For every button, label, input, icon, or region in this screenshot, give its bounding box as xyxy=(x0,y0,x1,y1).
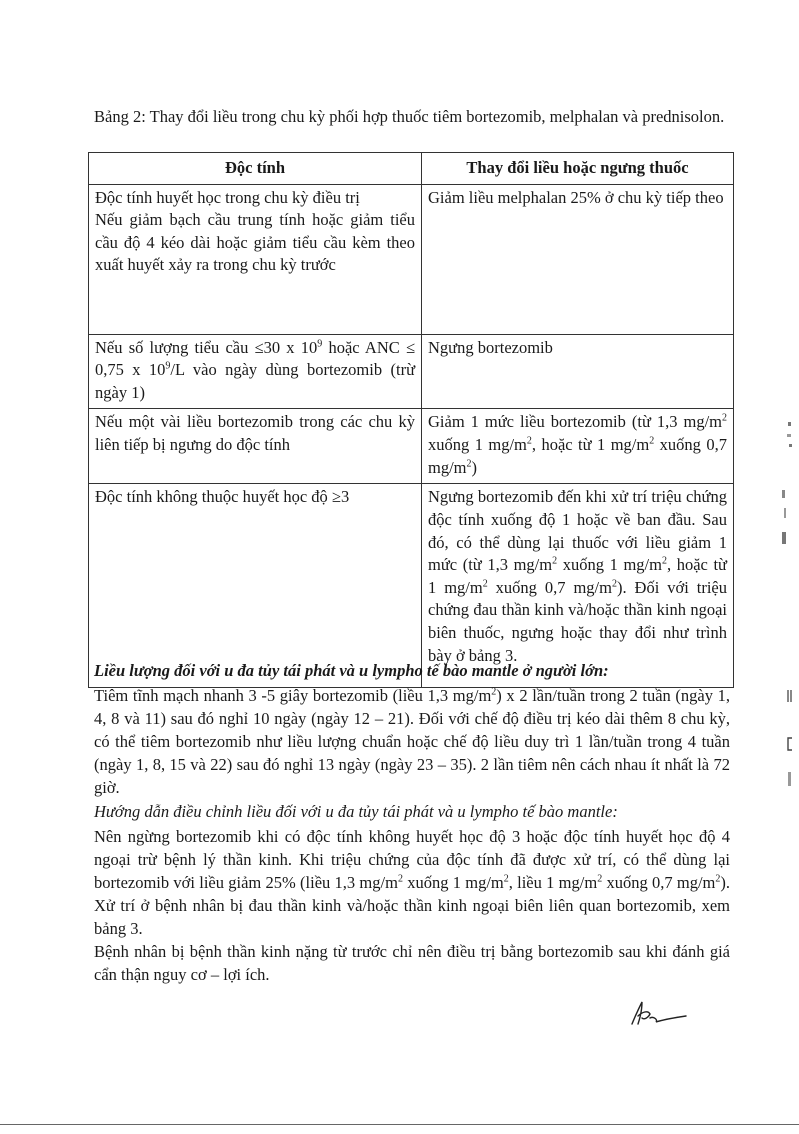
section-heading-adjustment: Hướng dẫn điều chỉnh liều đối với u đa tủy tái phát và u lympho tế bào mantle: xyxy=(94,802,618,821)
table-row xyxy=(89,184,734,334)
table-row xyxy=(89,484,734,688)
toxicity-cell xyxy=(89,184,422,334)
toxicity-cell: Nếu một vài liều bortezomib trong các chu kỳ liên tiếp bị ngưng do độc tính xyxy=(89,409,422,484)
table-row xyxy=(89,409,734,484)
paragraph-adjustment: Nên ngừng bortezomib khi có độc tính không huyết học độ 3 hoặc độc tính huyết học độ 4 ngoại trừ bệnh lý thần kinh. Khi triệu chứng của độc tính đã được xử trí, có thể dùng lại bortezomib với liều giảm 25% (liều 1,3 $mg/m^2$ xuống 1 $mg/m^2$, liều 1 $mg/m^2$ xuống 0,7 $mg/m^2$). Xử trí ở bệnh nhân bị đau thần kinh và/hoặc thần kinh ngoại biên liên quan bortezomib, xem bảng 3. xyxy=(94,827,730,938)
scan-edge-mark xyxy=(778,488,792,551)
header-dose-change: Thay đổi liều hoặc ngưng thuốc xyxy=(422,153,734,185)
toxicity-text: Nếu giảm bạch cầu trung tính hoặc giảm tiểu cầu độ 4 kéo dài hoặc giảm tiểu cầu kèm theo xuất huyết xảy ra trong chu kỳ trước xyxy=(95,210,415,275)
signature-initials xyxy=(628,998,688,1028)
toxicity-subtitle: Độc tính huyết học trong chu kỳ điều trị xyxy=(95,187,360,207)
toxicity-cell: Độc tính không thuộc huyết học độ ≥3 xyxy=(89,484,422,688)
action-cell: Giảm liều melphalan 25% ở chu kỳ tiếp theo xyxy=(422,184,734,334)
toxicity-table xyxy=(88,152,734,688)
bottom-rule xyxy=(0,1124,799,1125)
paragraph-dosage: Tiêm tĩnh mạch nhanh 3 -5 giây bortezomib (liều 1,3 $mg/m^2$) x 2 lần/tuần trong 2 tuần (ngày 1, 4, 8 và 11) sau đó nghỉ 10 ngày (ngày 12 – 21). Đối với chế độ điều trị kéo dài thêm 8 chu kỳ, có thể tiêm bortezomib như liều lượng chuẩn hoặc chế độ liều duy trì 1 lần/tuần trong 4 tuần (ngày 1, 8, 15 và 22) sau đó nghỉ 13 ngày (ngày 23 – 35). 2 lần tiêm nên cách nhau ít nhất là 72 giờ. xyxy=(94,686,731,797)
table-caption: Bảng 2: Thay đổi liều trong chu kỳ phối hợp thuốc tiêm bortezomib, melphalan và prednisolon. xyxy=(94,107,725,126)
action-cell: Giảm 1 mức liều bortezomib (từ 1,3 $mg/m^2$ xuống 1 $mg/m^2$, hoặc từ 1 $mg/m^2$ xuống 0,7 $mg/m^2$) xyxy=(422,409,734,484)
table-row xyxy=(89,334,734,409)
toxicity-cell: Nếu số lượng tiểu cầu ≤30 x $10^9$ hoặc ANC ≤ 0,75 x $10^9/L$ vào ngày dùng bortezomib (trừ ngày 1) xyxy=(89,334,422,409)
action-cell: Ngưng bortezomib đến khi xử trí triệu chứng độc tính xuống độ 1 hoặc về ban đầu. Sau đó, có thể dùng lại thuốc với liều giảm 1 mức (từ 1,3 $mg/m^2$ xuống 1 $mg/m^2$, hoặc từ 1 $mg/m^2$ xuống 0,7 $mg/m^2$). Đối với triệu chứng đau thần kinh và/hoặc thần kinh ngoại biên thuốc, ngưng hoặc thay đổi như trình bày ở bảng 3. xyxy=(422,484,734,688)
section-heading-dosage: Liều lượng đối với u đa tủy tái phát và u lympho tế bào mantle ở người lớn: xyxy=(94,661,609,680)
scan-edge-mark xyxy=(786,420,794,450)
table-header-row xyxy=(89,153,734,185)
action-cell: Ngưng bortezomib xyxy=(422,334,734,409)
paragraph-neuropathy: Bệnh nhân bị bệnh thần kinh nặng từ trước chỉ nên điều trị bằng bortezomib sau khi đánh giá cẩn thận nguy cơ – lợi ích. xyxy=(94,942,730,984)
header-toxicity: Độc tính xyxy=(89,153,422,185)
scan-edge-mark xyxy=(786,690,794,793)
